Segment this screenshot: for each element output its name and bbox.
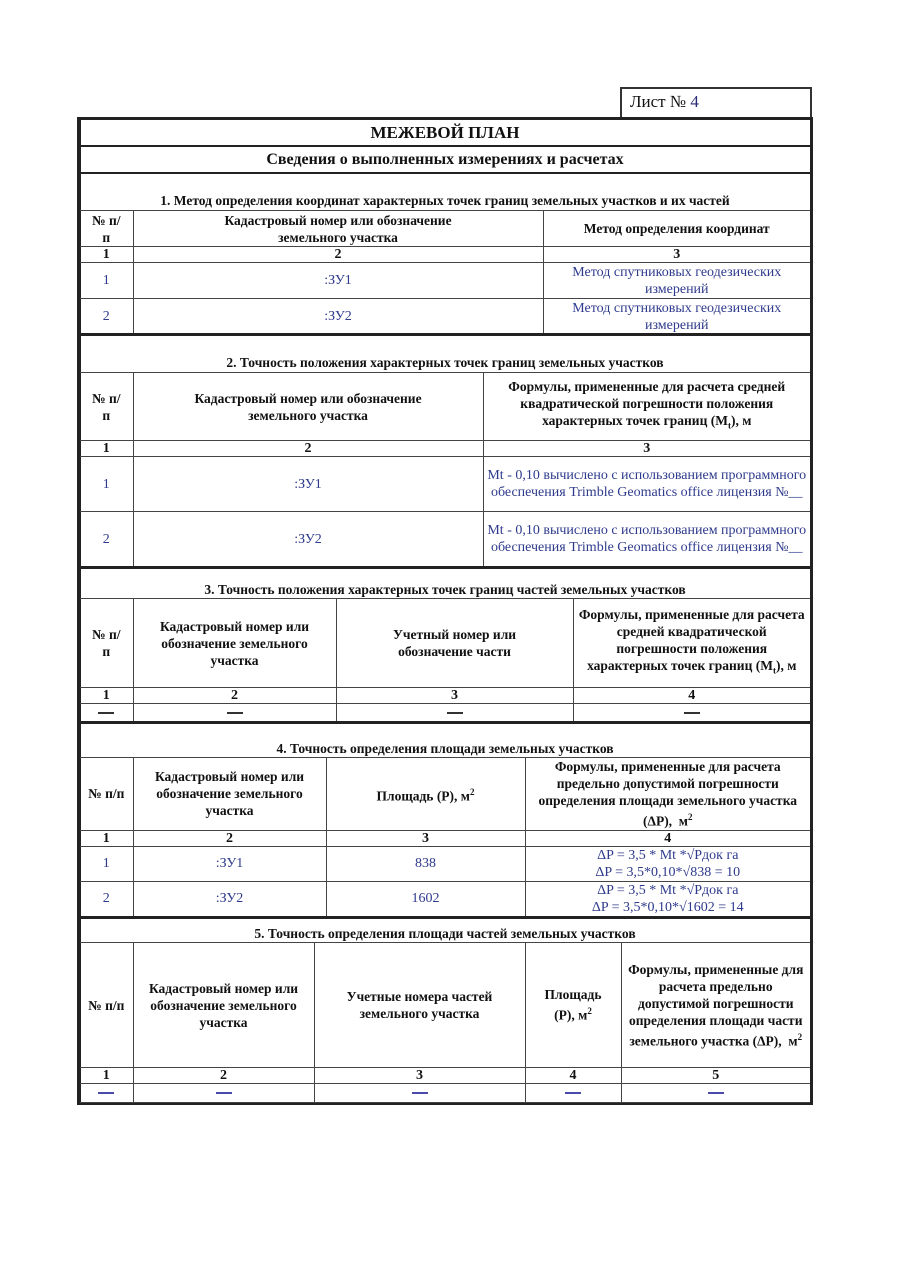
- col-header-method: Метод определения координат: [543, 211, 810, 247]
- section2-title: 2. Точность положения характерных точек границ земельных участков: [226, 355, 664, 370]
- col-header-formula: Формулы, примененные для расчета предельно допустимой погрешности определения площади земельного участка (ΔP), $м^2$: [525, 758, 810, 831]
- col-number: 1: [80, 441, 133, 457]
- section-divider: [77, 721, 813, 724]
- col-header-num: № п/п: [80, 599, 133, 688]
- formula-general: ΔP = 3,5 * Mt *√Pдок га: [597, 882, 739, 898]
- table-row: [80, 881, 810, 916]
- empty-dash: [133, 704, 336, 722]
- section-divider: [77, 916, 813, 919]
- empty-dash: [80, 1084, 133, 1103]
- section4-table: [80, 757, 810, 917]
- formula-cell: [525, 881, 810, 916]
- table-row: [80, 704, 810, 722]
- empty-dash: [133, 1084, 314, 1103]
- dash-icon: [216, 1092, 232, 1094]
- formula-general: ΔP = 3,5 * Mt *√Pдок га: [597, 847, 739, 863]
- row-num: 2: [80, 299, 133, 335]
- row-num: 1: [80, 457, 133, 512]
- formula-calculated: ΔP = 3,5*0,10*√838 = 10: [595, 864, 741, 880]
- dash-icon: [447, 712, 463, 714]
- table-row: [80, 846, 810, 881]
- formula-cell: Mt - 0,10 вычислено с использованием программного обеспечения Trimble Geomatics office лицензия №__: [483, 512, 810, 567]
- area-value: 1602: [326, 881, 525, 916]
- col-header-parts: Учетные номера частей земельного участка: [314, 943, 525, 1068]
- section5-table: [80, 942, 810, 1103]
- empty-dash: [621, 1084, 810, 1103]
- divider: [77, 172, 813, 174]
- document-subtitle: Сведения о выполненных измерениях и расчетах: [266, 151, 624, 168]
- parcel-id: :ЗУ2: [133, 512, 483, 567]
- col-number: 4: [525, 830, 810, 846]
- empty-dash: [525, 1084, 621, 1103]
- col-header-formula: Формулы, примененные для расчета предельно допустимой погрешности определения площади части земельного участка (ΔP), $м^2$: [621, 943, 810, 1068]
- col-header-parcel: Кадастровый номер или обозначение земельного участка: [133, 211, 543, 247]
- col-number: 2: [133, 688, 336, 704]
- formula-cell: Mt - 0,10 вычислено с использованием программного обеспечения Trimble Geomatics office лицензия №__: [483, 457, 810, 512]
- parcel-id: :ЗУ1: [133, 263, 543, 299]
- parcel-id: :ЗУ2: [133, 299, 543, 335]
- section3-table: [80, 598, 810, 722]
- col-number: 5: [621, 1068, 810, 1084]
- col-header-num: № п/п: [80, 758, 133, 831]
- col-number: 3: [543, 247, 810, 263]
- empty-dash: [336, 704, 573, 722]
- document-title: МЕЖЕВОЙ ПЛАН: [370, 123, 520, 142]
- col-header-num: № п/п: [80, 211, 133, 247]
- col-number: 3: [336, 688, 573, 704]
- col-number: 1: [80, 830, 133, 846]
- sheet-number: 4: [690, 92, 699, 111]
- section-divider: [77, 333, 813, 336]
- col-number: 1: [80, 688, 133, 704]
- col-header-parcel: Кадастровый номер или обозначение земельного участка: [133, 373, 483, 441]
- section3-title: 3. Точность положения характерных точек границ частей земельных участков: [204, 582, 686, 597]
- sheet-label: Лист №: [630, 92, 687, 111]
- col-number: 1: [80, 1068, 133, 1084]
- dash-icon: [708, 1092, 724, 1094]
- dash-icon: [98, 1092, 114, 1094]
- col-number: 2: [133, 1068, 314, 1084]
- col-header-parcel: Кадастровый номер или обозначение земельного участка: [133, 943, 314, 1068]
- col-number: 3: [314, 1068, 525, 1084]
- row-num: 1: [80, 263, 133, 299]
- col-header-parcel: Кадастровый номер или обозначение земельного участка: [133, 758, 326, 831]
- empty-dash: [573, 704, 810, 722]
- col-number: 2: [133, 441, 483, 457]
- table-row: [80, 512, 810, 567]
- col-header-parcel: Кадастровый номер или обозначение земельного участка: [133, 599, 336, 688]
- dash-icon: [412, 1092, 428, 1094]
- col-header-num: № п/п: [80, 943, 133, 1068]
- col-header-area: Площадь (P), $м^2$: [525, 943, 621, 1068]
- table-row: [80, 299, 810, 335]
- table-row: [80, 1084, 810, 1103]
- col-number: 4: [525, 1068, 621, 1084]
- dash-icon: [684, 712, 700, 714]
- col-header-formula: Формулы, примененные для расчета средней квадратической погрешности положения характерных точек границ $(M_t)$, м: [573, 599, 810, 688]
- col-number: 2: [133, 830, 326, 846]
- col-header-part: Учетный номер или обозначение части: [336, 599, 573, 688]
- method-cell: Метод спутниковых геодезических измерений: [543, 263, 810, 299]
- table-row: [80, 457, 810, 512]
- parcel-id: :ЗУ1: [133, 846, 326, 881]
- section-divider: [77, 566, 813, 569]
- col-header-formula: Формулы, примененные для расчета средней квадратической погрешности положения характерных точек границ $(M_t)$, м: [483, 373, 810, 441]
- col-number: 1: [80, 247, 133, 263]
- col-number: 4: [573, 688, 810, 704]
- method-cell: Метод спутниковых геодезических измерений: [543, 299, 810, 335]
- parcel-id: :ЗУ1: [133, 457, 483, 512]
- row-num: 2: [80, 512, 133, 567]
- col-number: 2: [133, 247, 543, 263]
- col-header-num: № п/п: [80, 373, 133, 441]
- col-number: 3: [326, 830, 525, 846]
- empty-dash: [80, 704, 133, 722]
- section1-title: 1. Метод определения координат характерных точек границ земельных участков и их частей: [160, 193, 730, 208]
- section2-table: [80, 372, 810, 567]
- row-num: 2: [80, 881, 133, 916]
- parcel-id: :ЗУ2: [133, 881, 326, 916]
- col-header-area: Площадь (P), $м^2$: [326, 758, 525, 831]
- row-num: 1: [80, 846, 133, 881]
- empty-dash: [314, 1084, 525, 1103]
- sheet-number-box: [620, 87, 812, 118]
- section5-title: 5. Точность определения площади частей земельных участков: [254, 926, 636, 941]
- section4-title: 4. Точность определения площади земельных участков: [276, 741, 614, 756]
- table-row: [80, 263, 810, 299]
- formula-calculated: ΔP = 3,5*0,10*√1602 = 14: [591, 899, 744, 915]
- area-value: 838: [326, 846, 525, 881]
- dash-icon: [98, 712, 114, 714]
- dash-icon: [227, 712, 243, 714]
- section1-table: [80, 210, 810, 335]
- dash-icon: [565, 1092, 581, 1094]
- col-number: 3: [483, 441, 810, 457]
- formula-cell: [525, 846, 810, 881]
